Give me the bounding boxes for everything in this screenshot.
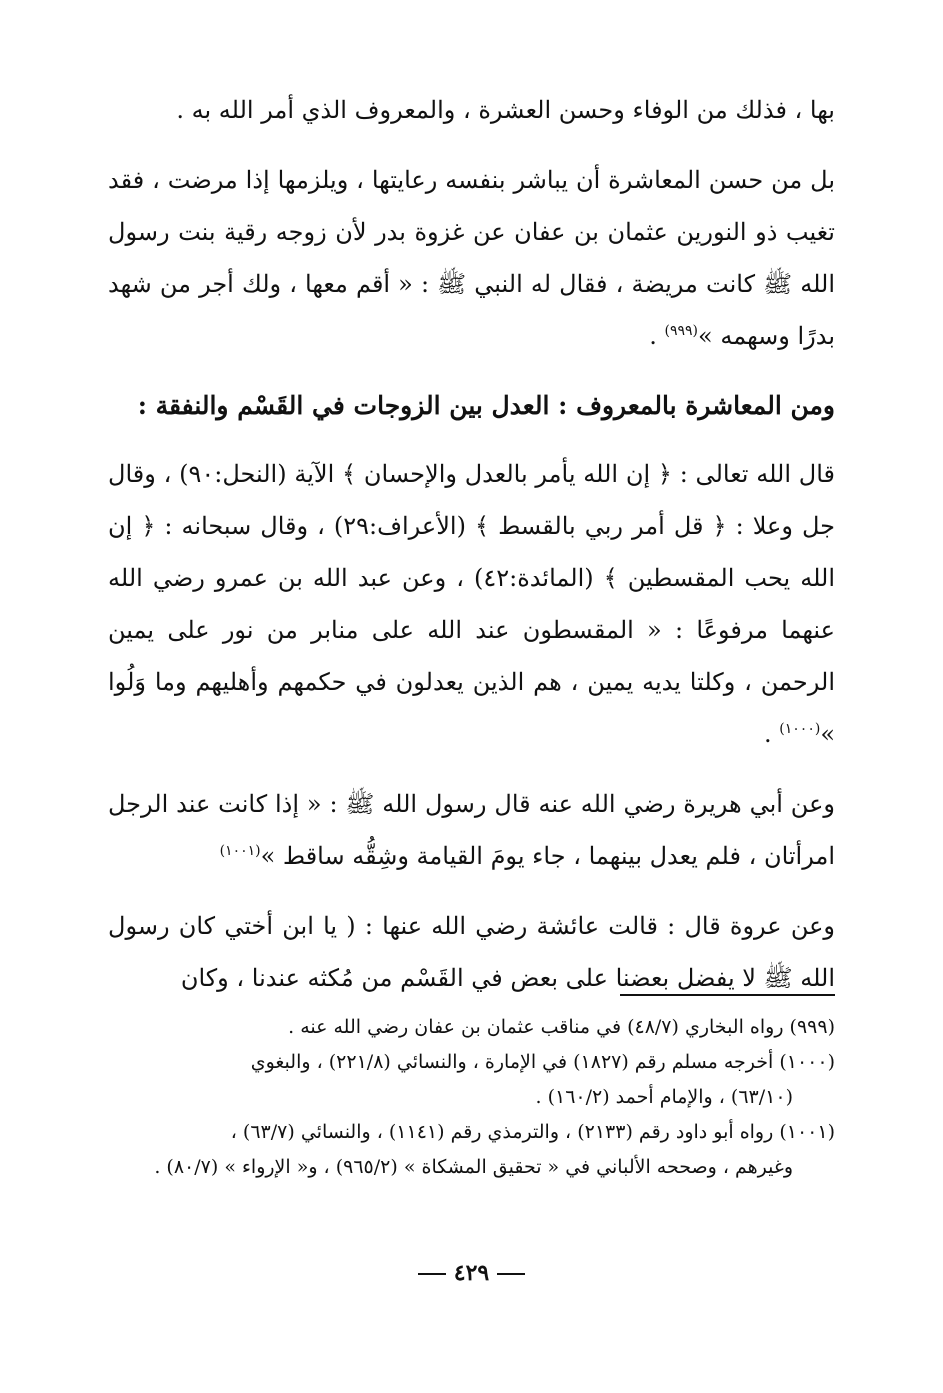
paragraph-justice-verses (108, 448, 835, 760)
paragraph-text: بها ، فذلك من الوفاء وحسن العشرة ، والمعروف الذي أمر الله به . (176, 96, 835, 124)
main-text (108, 84, 835, 1022)
footnote-text: (٩٩٩) رواه البخاري (٤٨/٧) في مناقب عثمان بن عفان رضي الله عنه . (288, 1016, 835, 1038)
page-number (0, 1260, 943, 1286)
paragraph-text: قال الله تعالى : ﴿ إن الله يأمر بالعدل والإحسان ﴾ الآية (النحل:٩٠) ، وقال جل وعلا : ﴿ قل أمر ربي بالقسط ﴾ (الأعراف:٢٩) ، وقال سبحانه : ﴿ إن الله يحب المقسطين ﴾ (المائدة:٤٢) ، وعن عبد الله بن عمرو رضي الله عنهما مرفوعًا : « المقسطون عند الله على منابر من نور على يمين الرحمن ، وكلتا يديه يمين ، هم الذين يعدلون في حكمهم وأهليهم وما وَلُوا » (108, 460, 835, 748)
page-number-text: ٤٢٩ (453, 1260, 490, 1286)
footnote-separator (620, 994, 835, 996)
footnote-text: (١٠٠١) رواه أبو داود رقم (٢١٣٣) ، والترمذي رقم (١١٤١) ، والنسائي (٦٣/٧) ، (230, 1121, 835, 1143)
footnote-ref: (١٠٠٠) (779, 721, 821, 737)
paragraph-text: بل من حسن المعاشرة أن يباشر بنفسه رعايتها ، ويلزمها إذا مرضت ، فقد تغيب ذو النورين عثمان بن عفان عن غزوة بدر لأن زوجه رقية بنت رسول الله ﷺ كانت مريضة ، فقال له النبي ﷺ : « أقم معها ، ولك أجر من شهد بدرًا وسهمه » (108, 166, 835, 350)
footnote-continuation: وغيرهم ، وصححه الألباني في « تحقيق المشكاة » (٩٦٥/٢) ، و« الإرواء » (٨٠/٧) . (154, 1156, 793, 1178)
footnote-continuation: (٦٣/١٠) ، والإمام أحمد (١٦٠/٢) . (535, 1086, 793, 1108)
dash-left (497, 1273, 525, 1275)
footnotes (108, 1010, 835, 1185)
footnote-ref: (٩٩٩) (664, 323, 699, 339)
dash-right (418, 1273, 446, 1275)
paragraph-text: وعن عروة قال : قالت عائشة رضي الله عنها : ( يا ابن أختي كان رسول الله ﷺ لا يفضل بعضنا على بعض في القَسْم من مُكثه عندنا ، وكان (108, 912, 835, 992)
footnote-1001 (108, 1115, 835, 1185)
paragraph-end: . (649, 322, 665, 350)
paragraph-abu-hurayra (108, 778, 835, 882)
paragraph-care-when-ill (108, 154, 835, 362)
footnote-999 (108, 1010, 835, 1045)
section-heading: ومن المعاشرة بالمعروف : العدل بين الزوجات في القَسْم والنفقة : (137, 391, 835, 420)
paragraph-text: وعن أبي هريرة رضي الله عنه قال رسول الله ﷺ : « إذا كانت عند الرجل امرأتان ، فلم يعدل بينهما ، جاء يومَ القيامة وشِقُّه ساقط » (108, 790, 835, 870)
footnote-text: (١٠٠٠) أخرجه مسلم رقم (١٨٢٧) في الإمارة ، والنسائي (٢٢١/٨) ، والبغوي (250, 1051, 835, 1073)
paragraph-end: . (764, 720, 780, 748)
paragraph-urwa (108, 900, 835, 1004)
footnote-ref: (١٠٠١) (219, 843, 261, 859)
paragraph-continuation (108, 84, 835, 136)
footnote-1000 (108, 1045, 835, 1115)
